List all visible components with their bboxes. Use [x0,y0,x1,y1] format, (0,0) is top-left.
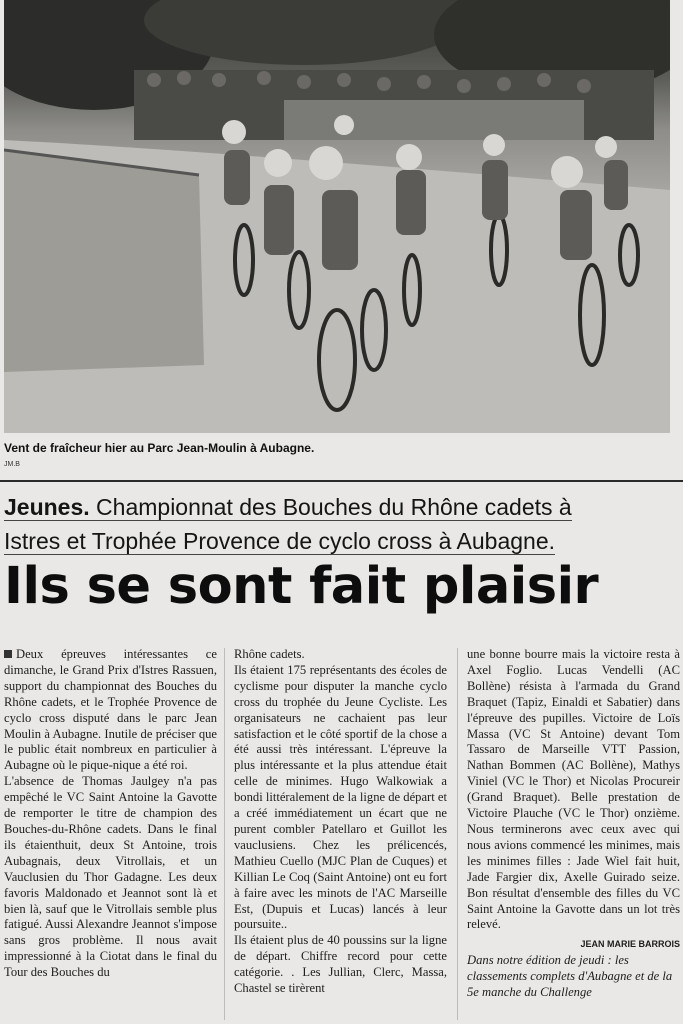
column2-paragraph3: Ils étaient plus de 40 poussins sur la ligne de départ. Chiffre record pour cette catégorie. . Les Jullian, Clerc, Massa, Chastel se tirèrent [234,933,447,996]
article-column-3 [467,647,680,1001]
column2-paragraph2: Ils étaient 175 représentants des écoles de cyclisme pour disputer la manche cyclo cross du trophée du Jeune Cycliste. Les organisateurs ne cachaient pas leur satisfaction et le côté sportif de la chose a été aussi très intéressant. L'épreuve la plus intéressante et la plus attendue était celle de minimes. Hugo Walkowiak a bondi littéralement de la ligne de départ et a créé immédiatement un écart que ne purent combler Patellaro et Guillot les vauclusiens. Chez les prélicencés, Mathieu Cuello (MJC Plan de Cuques) et Killian Le Coq (Saint Antoine) ont eu fort à faire avec les minots de l'AC Marseille Est, (Dupuis et Lucas) lancés à leur poursuite.. [234,662,447,932]
cyclists-photo-illustration [4,0,670,433]
kicker-line2: Istres et Trophée Provence de cyclo cross à Aubagne. [4,528,556,554]
article-kicker [4,490,624,558]
article-headline: Ils se sont fait plaisir [4,557,599,616]
kicker-line1: Championnat des Bouches du Rhône cadets à [89,494,572,520]
race-photo [4,0,670,433]
section-rule [0,480,683,482]
article-column-2 [234,647,447,997]
column1-paragraph1: Deux épreuves intéressantes ce dimanche, le Grand Prix d'Istres Rassuen, support du championnat des Bouches du Rhône cadets, et le Trophée Provence de cyclo cross disputé dans le parc Jean Moulin à Aubagne. Inutile de préciser que le public était nombreux en particulier à Aubagne où le pique-nique a été roi. [4,647,217,773]
paragraph-marker-icon [4,650,12,658]
column3-paragraph1: une bonne bourre mais la victoire resta à Axel Foglio. Lucas Vendelli (AC Bollène) résista à l'armada du Grand Braquet (Tapiz, Einaldi et Sabatier) dans l'épreuve des pupilles. Victoire de Loïs Massa (VC St Antoine) devant Tom Tassaro de Marseille VTT Passion, Nathan Bommen (AC Bollène), Mathys Viniel (VC le Thor) et Nicolas Procureir (Grand Braquet). Belle prestation de Victoire Plauche (VC le Thor) onzième. Nous terminerons avec ceux avec qui nous avions commencé les minimes, mais les minimes filles : Jade Wiel fait huit, Jade Fargier dix, Axelle Guirado seize. Bon résultat d'ensemble des filles du VC Saint Antoine la Gavotte dans un lot très relevé. [467,647,680,932]
photo-caption: Vent de fraîcheur hier au Parc Jean-Moulin à Aubagne. [4,441,315,455]
column-divider [224,648,225,1020]
edition-note: Dans notre édition de jeudi : les classements complets d'Aubagne et de la 5e manche du Challenge [467,953,673,1000]
author-signature: JEAN MARIE BARROIS [580,939,680,950]
article-column-1 [4,647,217,981]
column-divider [457,648,458,1020]
photo-credit: JM.B [4,461,20,468]
kicker-label: Jeunes. [4,494,90,520]
column1-paragraph2: L'absence de Thomas Jaulgey n'a pas empêché le VC Saint Antoine la Gavotte de remporter le titre de champion des Bouches-du-Rhône cadets. Dans le final ils étaienthuit, deux St Antoine, trois Aubagnais, deux Vitrollais, et un Vauclusien du Thor Gadagne. Les deux favoris Maldonado et Jeannot sont là et bien là, sauf que le Vitrollais semble plus fatigué. Aussi Alexandre Jeannot s'impose sans gros problème. Il nous avait impressionné à la Ciotat dans le final du Tour des Bouches du [4,774,217,980]
column2-paragraph1: Rhône cadets. [234,647,305,661]
